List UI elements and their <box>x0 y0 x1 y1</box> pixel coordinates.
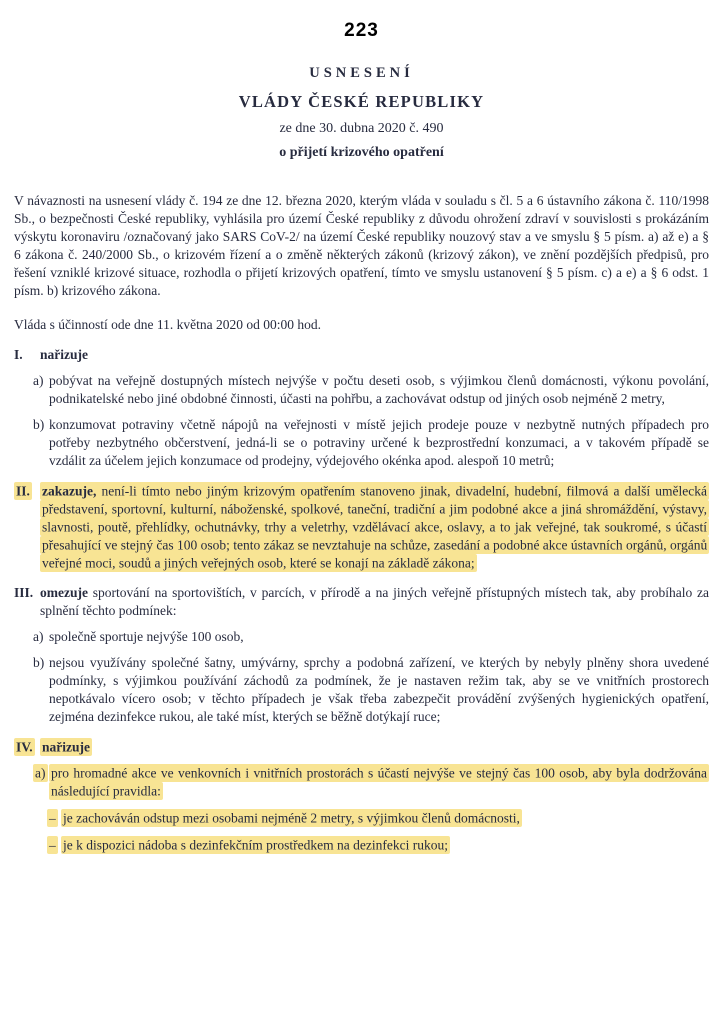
highlighted-item-text: pro hromadné akce ve venkovních i vnitřních prostorách s účastí nejvýše ve stejný čas 100 osob, aby byla dodržována následující pravidla: <box>51 765 707 798</box>
section-III-number-text: III. <box>14 585 34 600</box>
section-III-item-a <box>33 628 709 646</box>
document-body <box>14 192 709 854</box>
section-II-body <box>40 482 709 572</box>
dash-bullet <box>47 836 61 854</box>
section-IV-item-a <box>33 764 709 800</box>
section-IV-verb <box>40 738 709 756</box>
item-label: a) <box>33 373 44 388</box>
item-text: konzumovat potraviny včetně nápojů na veřejnosti v místě jejich prodeje pouze v nezbytně nutných případech pro potřeby nezbytného občerstvení, jedná-li se o potraviny určené k bezprostřední konzumaci, a v takovém případě se vzdálit za účelem jejich konzumace od prodejny, výdejového okénka apod. alespoň 10 metrů; <box>49 417 709 468</box>
doc-authority: VLÁDY ČESKÉ REPUBLIKY <box>238 92 485 111</box>
section-I-item-a <box>33 372 709 408</box>
section-I-heading <box>14 346 709 364</box>
page-number: 223 <box>344 20 379 41</box>
section-IV-heading <box>14 738 709 756</box>
item-text: společně sportuje nejvýše 100 osob, <box>49 629 244 644</box>
section-III-rest-text: sportování na sportovištích, v parcích, v přírodě a na jiných veřejně přístupných místech tak, aby probíhalo za splnění těchto podmínek: <box>40 585 710 618</box>
item-label: b) <box>33 417 45 432</box>
section-IV-rule-1 <box>47 809 709 827</box>
section-IV-number-text: IV. <box>16 739 33 754</box>
section-II-number-text: II. <box>16 483 30 498</box>
doc-title: USNESENÍ <box>309 65 414 81</box>
section-I-number-text: I. <box>14 347 23 362</box>
rule-text <box>61 809 709 827</box>
preamble-paragraph: V návaznosti na usnesení vlády č. 194 ze dne 12. března 2020, kterým vláda v souladu s čl. 5 a 6 ústavního zákona č. 110/1998 Sb., o bezpečnosti České republiky, vyhlásila pro území České republiky z důvodu ohrožení zdraví v souvislosti s prokázáním výskytu koronaviru /označovaný jako SARS CoV-2/ na území České republiky nouzový stav a ve smyslu § 5 písm. a) až e) a § 6 zákona č. 240/2000 Sb., o krizovém řízení a o změně některých zákonů (krizový zákon), ve znění pozdějších předpisů, pro řešení vzniklé krizové situace, rozhodla o přijetí krizových opatření, tímto ve smyslu ustanovení § 5 písm. c) a e) a § 6 odst. 1 písm. b) krizového zákona. <box>14 193 709 298</box>
section-III-verb-text: omezuje <box>40 585 88 600</box>
section-III-body <box>40 584 709 620</box>
section-III-item-b <box>33 654 709 726</box>
highlighted-dash: – <box>49 837 56 852</box>
section-I-verb <box>40 346 709 364</box>
highlighted-rule-text: je zachováván odstup mezi osobami nejméně 2 metry, s výjimkou členů domácnosti, <box>63 810 520 825</box>
highlighted-item-label: a) <box>35 765 46 780</box>
item-label <box>33 764 49 800</box>
effective-date-clause: Vláda s účinností ode dne 11. května 2020 od 00:00 hod. <box>14 317 321 332</box>
item-text <box>49 764 709 800</box>
dash-bullet <box>47 809 61 827</box>
section-II-rest-text: není-li tímto nebo jiným krizovým opatřením stanoveno jinak, divadelní, hudební, filmová a další umělecká představení, sportovní, kulturní, náboženské, spolkové, taneční, tradiční a jim podobné akce a jiná shromáždění, výstavy, slavnosti, poutě, přehlídky, ochutnávky, trhy a veletrhy, vzdělávací akce, oslavy, a to jak veřejné, tak soukromé, s účastí přesahující ve stejný čas 100 osob; tento zákaz se nevztahuje na schůze, zasedání a podobné akce ústavních orgánů, orgánů veřejné moci, soudů a jiných veřejných osob, které se konají na základě zákona; <box>42 483 708 570</box>
section-I-number <box>14 346 40 364</box>
section-II-number <box>14 482 40 572</box>
item-text: pobývat na veřejně dostupných místech nejvýše v počtu deseti osob, s výjimkou členů domácnosti, výkonu povolání, podnikatelské nebo jiné obdobné činnosti, účasti na pohřbu, a zachovávat odstup od jiných osob nejméně 2 metry, <box>49 373 709 406</box>
section-III-heading <box>14 584 709 620</box>
highlighted-rule-text: je k dispozici nádoba s dezinfekčním prostředkem na dezinfekci rukou; <box>63 837 448 852</box>
doc-subject-line: o přijetí krizového opatření <box>279 145 444 160</box>
section-IV-rule-2 <box>47 836 709 854</box>
section-IV-number <box>14 738 40 756</box>
rule-text <box>61 836 709 854</box>
section-I-item-b <box>33 416 709 470</box>
highlighted-dash: – <box>49 810 56 825</box>
item-text: nejsou využívány společné šatny, umývárny, sprchy a podobná zařízení, ve kterých by nebyly plněny shora uvedené podmínky, s výjimkou používání záchodů za podmínek, že je nastaven režim tak, aby se ve vnitřních prostorech nepotkávalo vícero osob; v těchto případech je však třeba zabezpečit provádění zvýšených hygienických opatření, zejména dezinfekce rukou, ale také míst, kterých se běžně dotýkají ruce; <box>49 655 709 724</box>
section-IV-verb-text: nařizuje <box>42 739 90 754</box>
highlighted-passage <box>40 482 709 572</box>
section-III-number <box>14 584 40 620</box>
item-label: a) <box>33 629 44 644</box>
item-label: b) <box>33 655 45 670</box>
section-I-verb-text: nařizuje <box>40 347 88 362</box>
section-II-verb-text: zakazuje, <box>42 483 97 498</box>
doc-date-line: ze dne 30. dubna 2020 č. 490 <box>279 121 444 136</box>
section-II-heading <box>14 482 709 572</box>
document-header <box>0 65 723 161</box>
